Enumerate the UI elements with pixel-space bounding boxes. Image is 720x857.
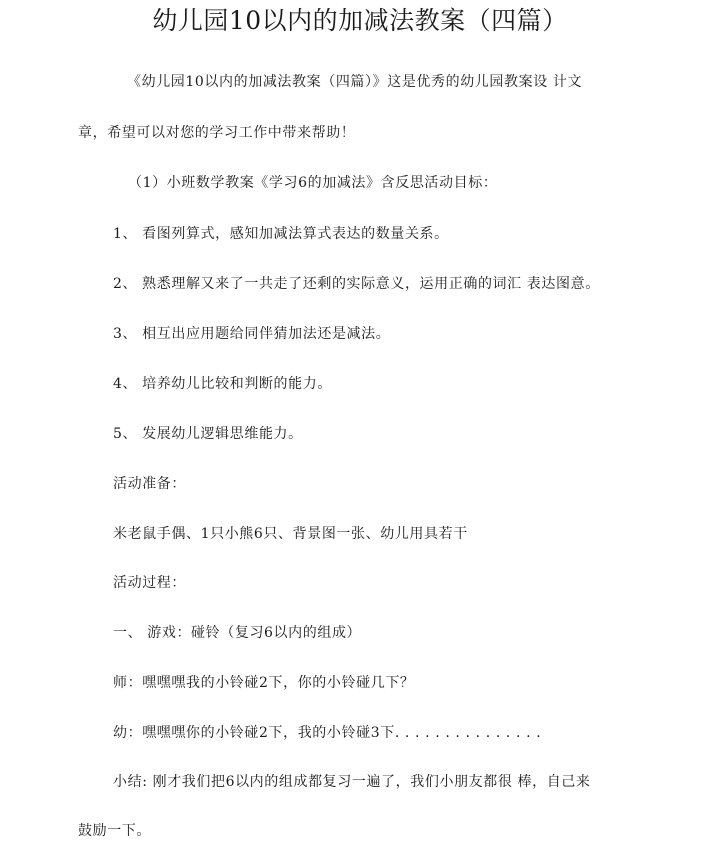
child-line: 幼：嘿嘿嘿你的小铃碰2下，我的小铃碰3下. . . . . . . . . . . . . . .: [113, 725, 542, 741]
prep-heading: 活动准备：: [113, 476, 186, 492]
step-1: 一、 游戏：碰铃（复习6以内的组成）: [113, 625, 362, 641]
goal-item-3: 3、 相互出应用题给同伴猜加法还是减法。: [113, 326, 391, 342]
section-heading: （1）小班数学教案《学习6的加减法》含反思活动目标：: [128, 175, 498, 191]
page-title: 幼儿园10以内的加减法教案（四篇）: [152, 6, 568, 35]
summary-line-1: 小结: 刚才我们把6以内的组成都复习一遍了，我们小朋友都很 棒，自己来: [113, 774, 591, 790]
goal-item-1: 1、 看图列算式，感知加减法算式表达的数量关系。: [113, 226, 449, 242]
intro-line-1: 《幼儿园10以内的加减法教案（四篇）》这是优秀的幼儿园教案设 计文: [127, 74, 583, 90]
process-heading: 活动过程：: [113, 575, 186, 591]
intro-line-2: 章，希望可以对您的学习工作中带来帮助！: [78, 125, 356, 141]
teacher-line: 师：嘿嘿嘿我的小铃碰2下，你的小铃碰几下？: [113, 675, 415, 691]
goal-item-5: 5、 发展幼儿逻辑思维能力。: [113, 426, 303, 442]
summary-line-2: 鼓励一下。: [78, 823, 151, 839]
goal-item-4: 4、 培养幼儿比较和判断的能力。: [113, 376, 332, 392]
goal-item-2: 2、 熟悉理解又来了一共走了还剩的实际意义，运用正确的词汇 表达图意。: [113, 276, 600, 292]
prep-text: 米老鼠手偶、1只小熊6只、背景图一张、幼儿用具若干: [113, 526, 468, 542]
